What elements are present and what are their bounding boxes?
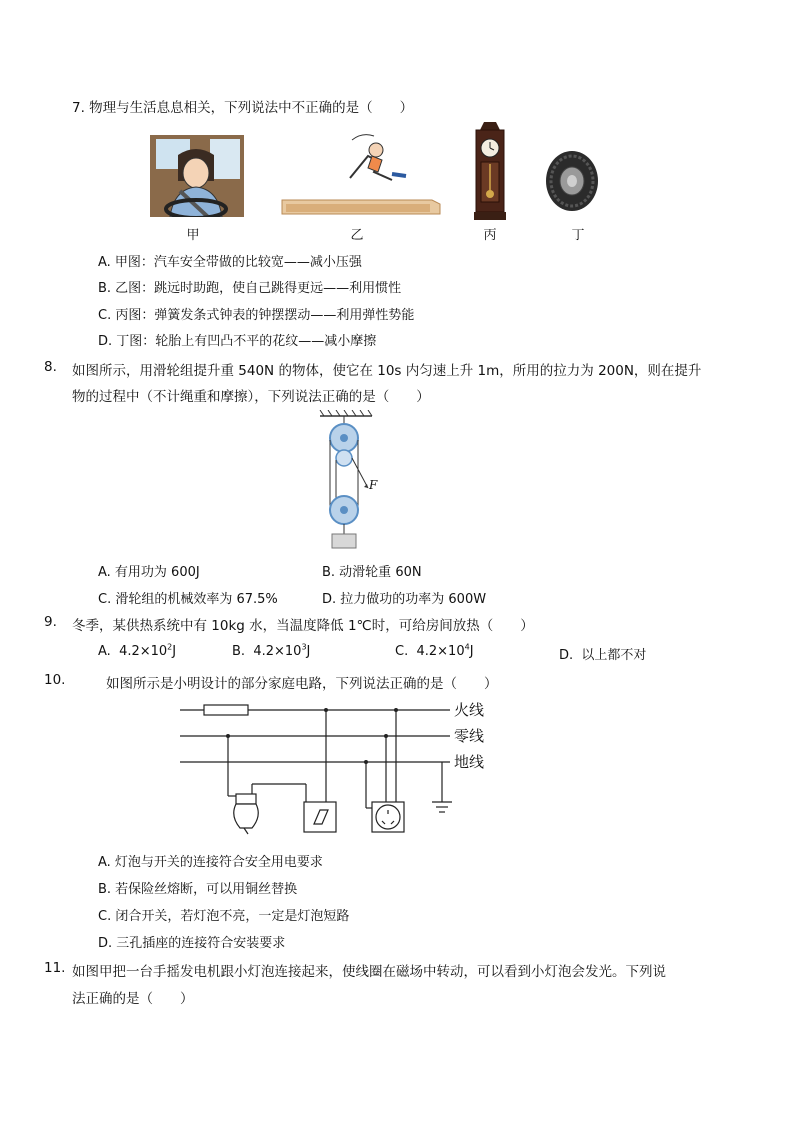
q11-number: 11. <box>44 960 66 976</box>
driver-seatbelt-image <box>150 135 244 217</box>
q8-option-c: C. 滑轮组的机械效率为 67.5% <box>98 592 278 607</box>
force-label: F <box>369 478 378 492</box>
q9-number: 9. <box>44 614 57 630</box>
q7-option-d: D. 丁图：轮胎上有凹凸不平的花纹——减小摩擦 <box>98 334 377 349</box>
caption-bing: 丙 <box>483 228 497 243</box>
q8-option-d: D. 拉力做功的功率为 600W <box>322 592 487 607</box>
q9-option-d: D. 以上都不对 <box>559 648 647 663</box>
q7-option-c: C. 丙图：弹簧发条式钟表的钟摆摆动——利用弹性势能 <box>98 308 415 323</box>
q9-option-a: A. $4.2\times 10^2J$ <box>98 642 177 659</box>
wire-label-neutral: 零线 <box>454 727 485 745</box>
q9-option-c: C. $4.2\times 10^4J$ <box>395 642 474 659</box>
tire-image <box>545 150 599 212</box>
q10-option-b: B. 若保险丝熔断，可以用铜丝替换 <box>98 882 298 897</box>
pendulum-clock-image <box>470 122 510 220</box>
caption-ding: 丁 <box>571 228 585 243</box>
wire-label-live: 火线 <box>454 701 485 719</box>
q11-stem-line2: 法正确的是（ ） <box>72 991 194 1007</box>
q8-number: 8. <box>44 359 57 375</box>
q7-option-b: B. 乙图：跳远时助跑，使自己跳得更远——利用惯性 <box>98 281 402 296</box>
q7-stem: 7. 物理与生活息息相关，下列说法中不正确的是（ ） <box>72 100 414 116</box>
long-jump-image <box>280 128 443 220</box>
q7-option-a: A. 甲图：汽车安全带做的比较宽——减小压强 <box>98 255 362 270</box>
caption-yi: 乙 <box>350 228 364 243</box>
q9-stem: 冬季，某供热系统中有 10kg 水，当温度降低 1℃时，可给房间放热（ ） <box>72 618 534 634</box>
q8-stem-line1: 如图所示，用滑轮组提升重 540N 的物体，使它在 10s 内匀速上升 1m，所用的拉力为 200N，则在提升 <box>72 363 702 379</box>
q10-stem: 如图所示是小明设计的部分家庭电路，下列说法正确的是（ ） <box>106 676 498 692</box>
wire-label-earth: 地线 <box>454 753 485 771</box>
q10-option-a: A. 灯泡与开关的连接符合安全用电要求 <box>98 855 323 870</box>
q11-stem-line1: 如图甲把一台手摇发电机跟小灯泡连接起来，使线圈在磁场中转动，可以看到小灯泡会发光。下列说 <box>72 964 666 980</box>
q10-option-c: C. 闭合开关，若灯泡不亮，一定是灯泡短路 <box>98 909 350 924</box>
household-circuit-diagram <box>176 698 456 838</box>
caption-jia: 甲 <box>186 228 200 243</box>
q8-option-b: B. 动滑轮重 60N <box>322 565 422 580</box>
q8-stem-line2: 物的过程中（不计绳重和摩擦），下列说法正确的是（ ） <box>72 389 430 405</box>
q10-option-d: D. 三孔插座的连接符合安装要求 <box>98 936 286 951</box>
q9-option-b: B. $4.2\times 10^3J$ <box>232 642 311 659</box>
q8-option-a: A. 有用功为 600J <box>98 565 200 580</box>
q10-number: 10. <box>44 672 66 688</box>
